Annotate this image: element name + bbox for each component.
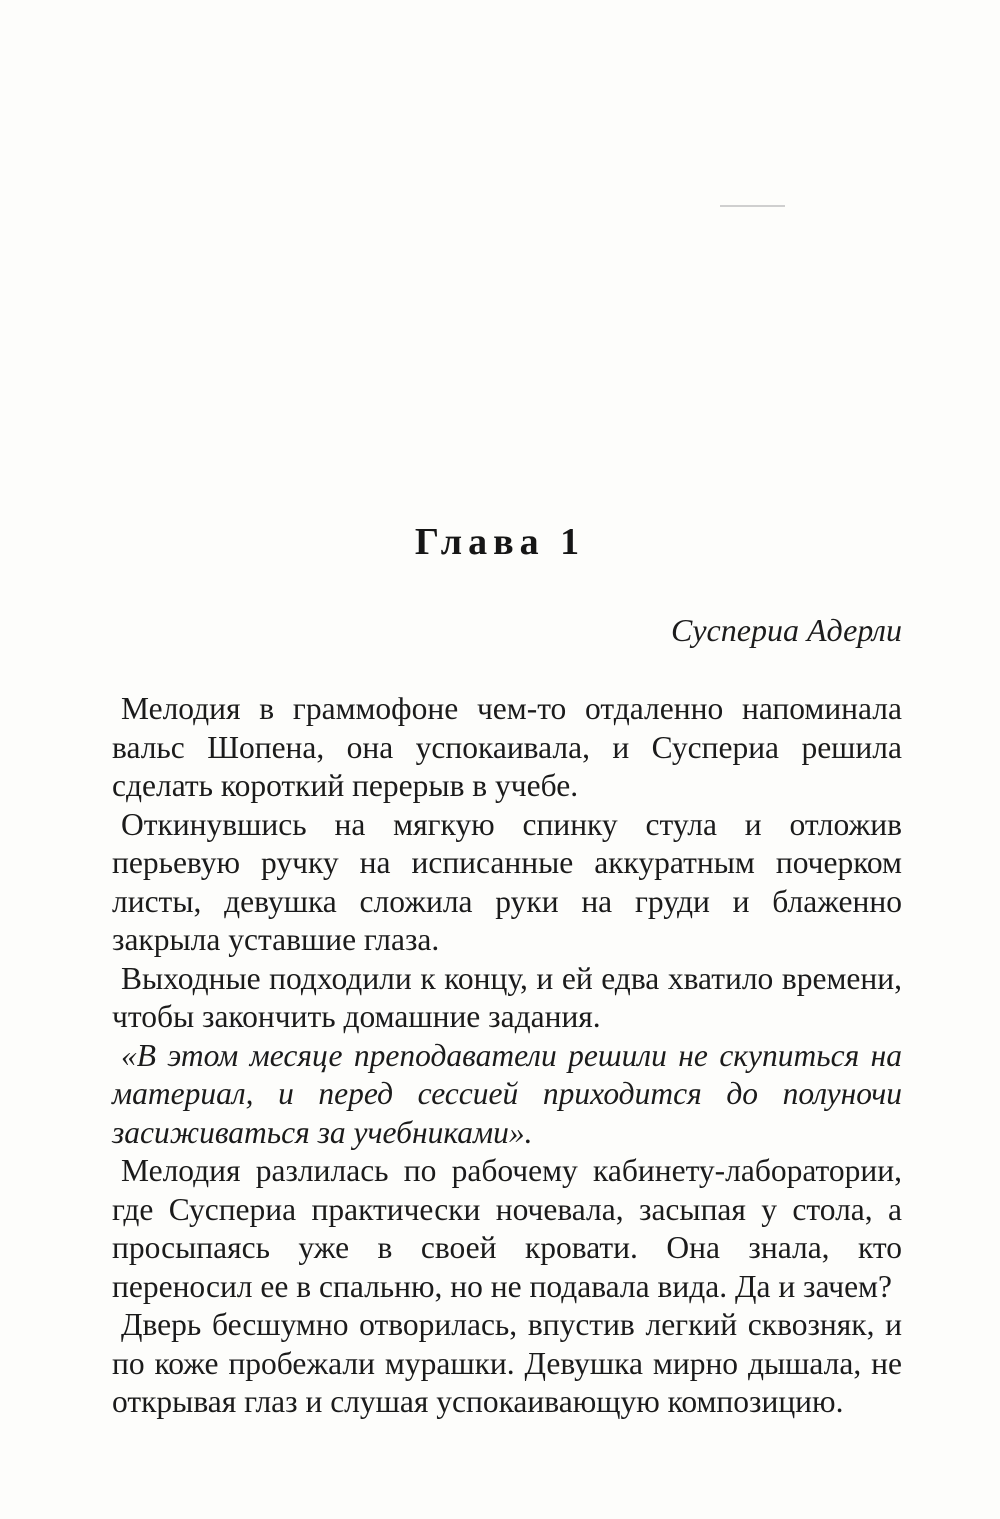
paragraph: Мелодия в граммофоне чем-то отдаленно напоминала вальс Шопена, она успокаивала, и Суспериа решила сделать короткий перерыв в учебе. [112,691,902,803]
paragraph: Откинувшись на мягкую спинку стула и отложив перьевую ручку на исписанные аккуратным почерком листы, девушка сложила руки на груди и блаженно закрыла уставшие глаза. [112,806,902,957]
paragraph: Дверь бесшумно отворилась, впустив легкий сквозняк, и по коже пробежали мурашки. Девушка мирно дышала, не открывая глаз и слушая успокаивающую композицию. [112,1307,902,1419]
paragraph: Выходные подходили к концу, и ей едва хватило времени, чтобы закончить домашние задания. [112,960,902,1034]
scan-artifact [720,205,785,207]
body-text [112,690,902,1422]
chapter-title: Глава 1 [414,521,586,563]
paragraph: Мелодия разлилась по рабочему кабинету-лаборатории, где Суспериа практически ночевала, засыпая у стола, а просыпаясь уже в своей кровати. Она знала, кто переносил ее в спальню, но не подавала вида. Да и зачем? [112,1153,902,1304]
quote-paragraph: «В этом месяце преподаватели решили не скупиться на материал, и перед сессией приходится до полуночи засиживаться за учебниками». [112,1037,902,1150]
character-heading: Суспериа Адерли [670,612,902,648]
